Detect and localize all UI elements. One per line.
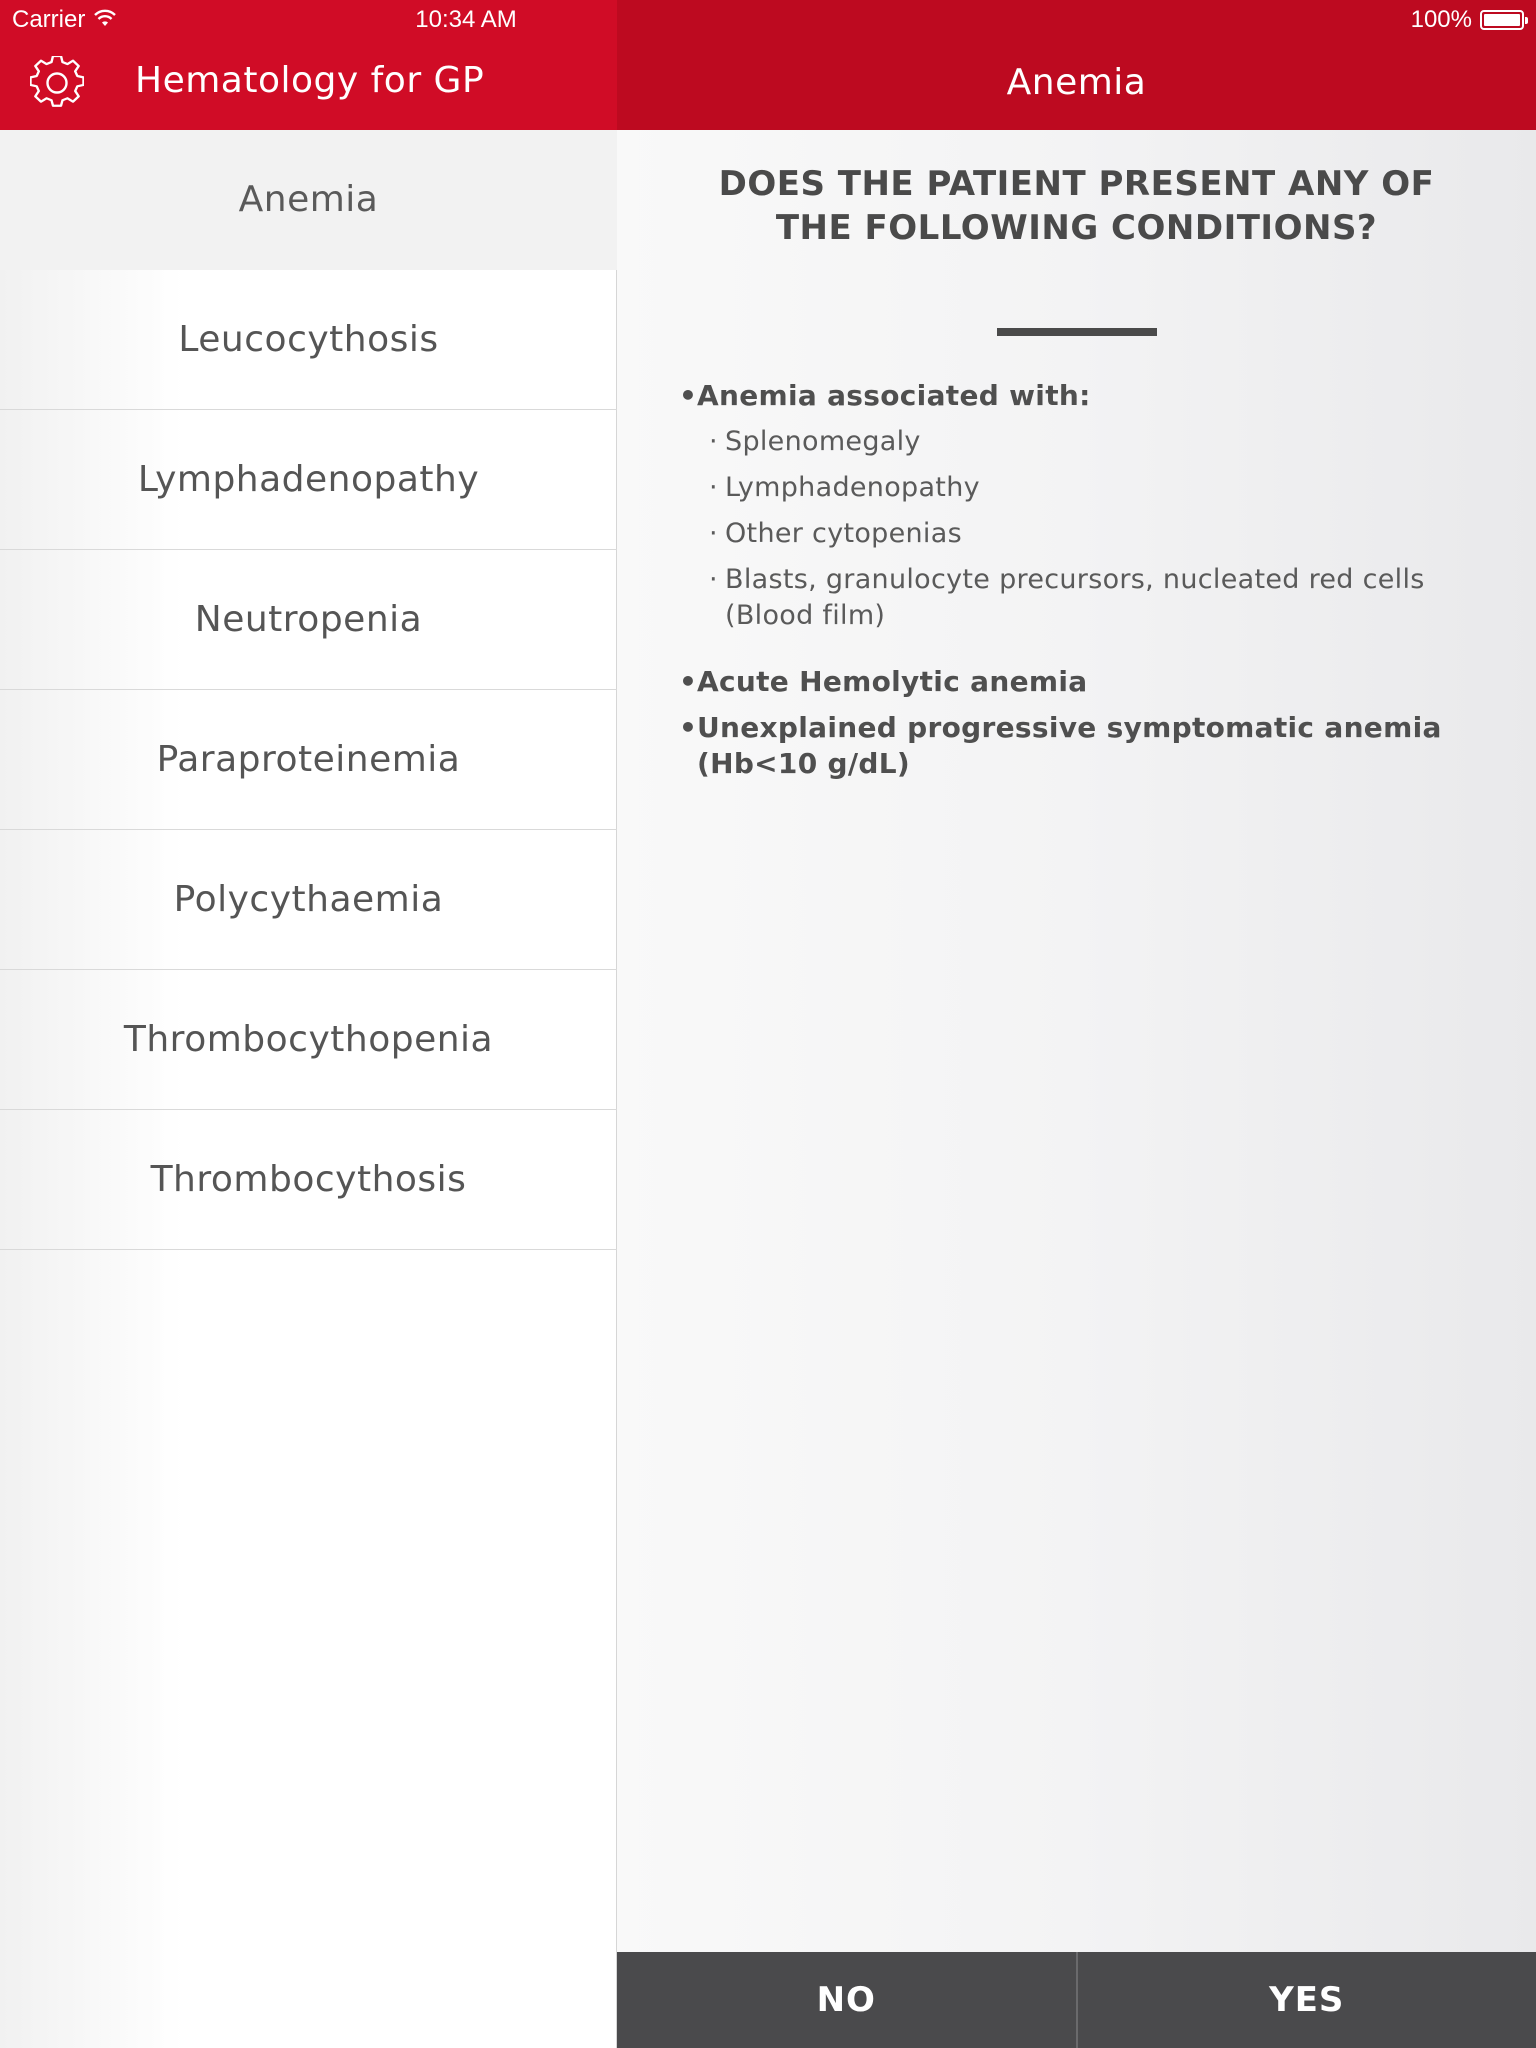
answer-bar [617,1952,1536,2048]
detail-title: Anemia [1006,62,1147,103]
small-bullet-icon: · [709,518,718,549]
heading-divider [997,328,1157,336]
condition-label: Unexplained progressive symptomatic anemia (Hb<10 g/dL) [697,711,1442,780]
sub-condition [679,516,1479,552]
small-bullet-icon: · [709,564,718,595]
battery-percent: 100% [1410,6,1472,33]
status-time-wrap [0,6,1536,34]
sub-condition-label: Other cytopenias [725,518,962,549]
sidebar-item-polycythaemia[interactable]: Polycythaemia [0,830,617,970]
condition-label: Acute Hemolytic anemia [697,665,1088,698]
sidebar-item-thrombocythopenia[interactable]: Thrombocythopenia [0,970,617,1110]
bullet-icon: • [679,379,698,412]
carrier-label: Carrier [12,6,86,33]
status-left [12,6,117,34]
app-title: Hematology for GP [135,60,485,101]
bullet-icon: • [679,665,698,698]
status-right [1411,6,1524,34]
battery-icon [1480,10,1524,30]
sub-condition-label: Splenomegaly [725,426,921,457]
question-heading: DOES THE PATIENT PRESENT ANY OF THE FOLLOWING CONDITIONS? [718,164,1435,248]
small-bullet-icon: · [709,426,718,457]
sub-condition [679,562,1479,634]
condition-group-1 [679,378,1479,414]
sidebar-item-lymphadenopathy[interactable]: Lymphadenopathy [0,410,617,550]
sidebar-item-neutropenia[interactable]: Neutropenia [0,550,617,690]
detail-panel [617,0,1536,2048]
condition-item-3 [679,710,1479,782]
sidebar [0,0,617,2048]
status-time: 10:34 AM [415,6,517,33]
sub-condition [679,470,1479,506]
sub-condition-label: Lymphadenopathy [725,472,980,503]
conditions-list [679,378,1479,782]
condition-item-2 [679,664,1479,700]
bullet-icon: • [679,711,698,744]
yes-button[interactable]: YES [1078,1952,1536,2048]
topic-menu [0,130,617,1250]
condition-group-title: Anemia associated with: [697,379,1091,412]
sidebar-item-thrombocythosis[interactable]: Thrombocythosis [0,1110,617,1250]
sidebar-item-paraproteinemia[interactable]: Paraproteinemia [0,690,617,830]
no-button[interactable]: NO [617,1952,1078,2048]
small-bullet-icon: · [709,472,718,503]
sidebar-item-leucocythosis[interactable]: Leucocythosis [0,270,617,410]
wifi-icon [93,6,117,34]
sub-condition-label: Blasts, granulocyte precursors, nucleated red cells (Blood film) [725,564,1425,631]
settings-gear-icon[interactable] [30,56,84,110]
sidebar-item-anemia[interactable]: Anemia [0,130,617,270]
sub-condition [679,424,1479,460]
status-bar [0,0,1536,40]
